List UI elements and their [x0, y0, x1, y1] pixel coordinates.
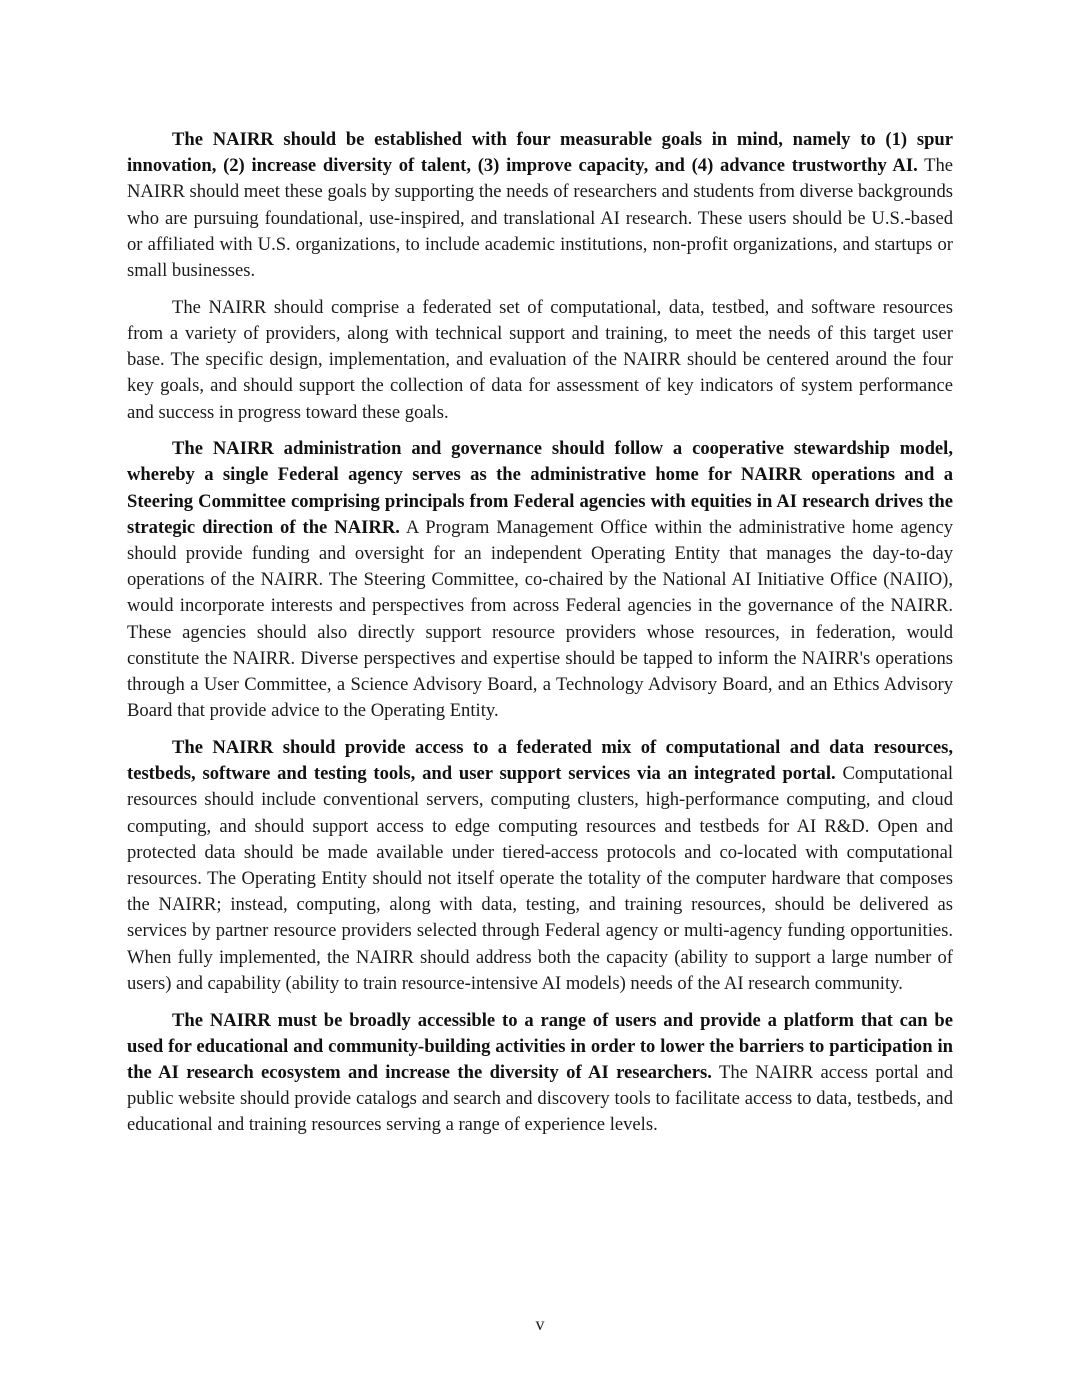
paragraph-text: The NAIRR should comprise a federated set of computational, data, testbed, and software resources from a variety of providers, along with technical support and training, to meet the needs of this target user base. The specific design, implementation, and evaluation of the NAIRR should be centered around the four key goals, and should support the collection of data for assessment of key indicators of system performance and success in progress toward these goals.: [127, 296, 953, 423]
paragraph-goals: [127, 127, 953, 284]
paragraph-accessibility: [127, 1008, 953, 1139]
page-number: v: [535, 1314, 545, 1334]
paragraph-lead: The NAIRR must be broadly accessible to a range of users and provide a platform that can be used for educational and community-building activities in order to lower the barriers to participation in the AI research ecosystem and increase the diversity of AI researchers.: [127, 1009, 953, 1083]
paragraph-governance: [127, 436, 953, 724]
paragraph-text: Computational resources should include conventional servers, computing clusters, high-performance computing, and cloud computing, and should support access to edge computing resources and testbeds for AI R&D. Open and protected data should be made available under tiered-access protocols and co-located with computational resources. The Operating Entity should not itself operate the totality of the computer hardware that composes the NAIRR; instead, computing, along with data, testing, and training resources, should be delivered as services by partner resource providers selected through Federal agency or multi-agency funding opportunities. When fully implemented, the NAIRR should address both the capacity (ability to support a large number of users) and capability (ability to train resource-intensive AI models) needs of the AI research community.: [127, 763, 953, 994]
paragraph-lead: The NAIRR should be established with four measurable goals in mind, namely to (1) spur innovation, (2) increase diversity of talent, (3) improve capacity, and (4) advance trustworthy AI.: [127, 129, 953, 177]
paragraph-resources: [127, 295, 953, 426]
paragraph-access: [127, 735, 953, 997]
paragraph-text: The NAIRR should meet these goals by supporting the needs of researchers and students from diverse backgrounds who are pursuing foundational, use-inspired, and translational AI research. These users should be U.S.-based or affiliated with U.S. organizations, to include academic institutions, non-profit organizations, and startups or small businesses.: [127, 155, 953, 282]
paragraph-text: The NAIRR access portal and public website should provide catalogs and search and discovery tools to facilitate access to data, testbeds, and educational and training resources serving a range of experience levels.: [127, 1061, 953, 1136]
document-body: [127, 127, 953, 1149]
paragraph-lead: The NAIRR administration and governance should follow a cooperative stewardship model, whereby a single Federal agency serves as the administrative home for NAIRR operations and a Steering Committee comprising principals from Federal agencies with equities in AI research drives the strategic direction of the NAIRR.: [127, 438, 953, 538]
paragraph-lead: The NAIRR should provide access to a federated mix of computational and data resources, testbeds, software and testing tools, and user support services via an integrated portal.: [127, 736, 953, 785]
paragraph-text: A Program Management Office within the administrative home agency should provide funding and oversight for an independent Operating Entity that manages the day-to-day operations of the NAIRR. The Steering Committee, co-chaired by the National AI Initiative Office (NAIIO), would incorporate interests and perspectives from across Federal agencies in the governance of the NAIRR. These agencies should also directly support resource providers whose resources, in federation, would constitute the NAIRR. Diverse perspectives and expertise should be tapped to inform the NAIRR's operations through a User Committee, a Science Advisory Board, a Technology Advisory Board, and an Ethics Advisory Board that provide advice to the Operating Entity.: [127, 516, 953, 722]
